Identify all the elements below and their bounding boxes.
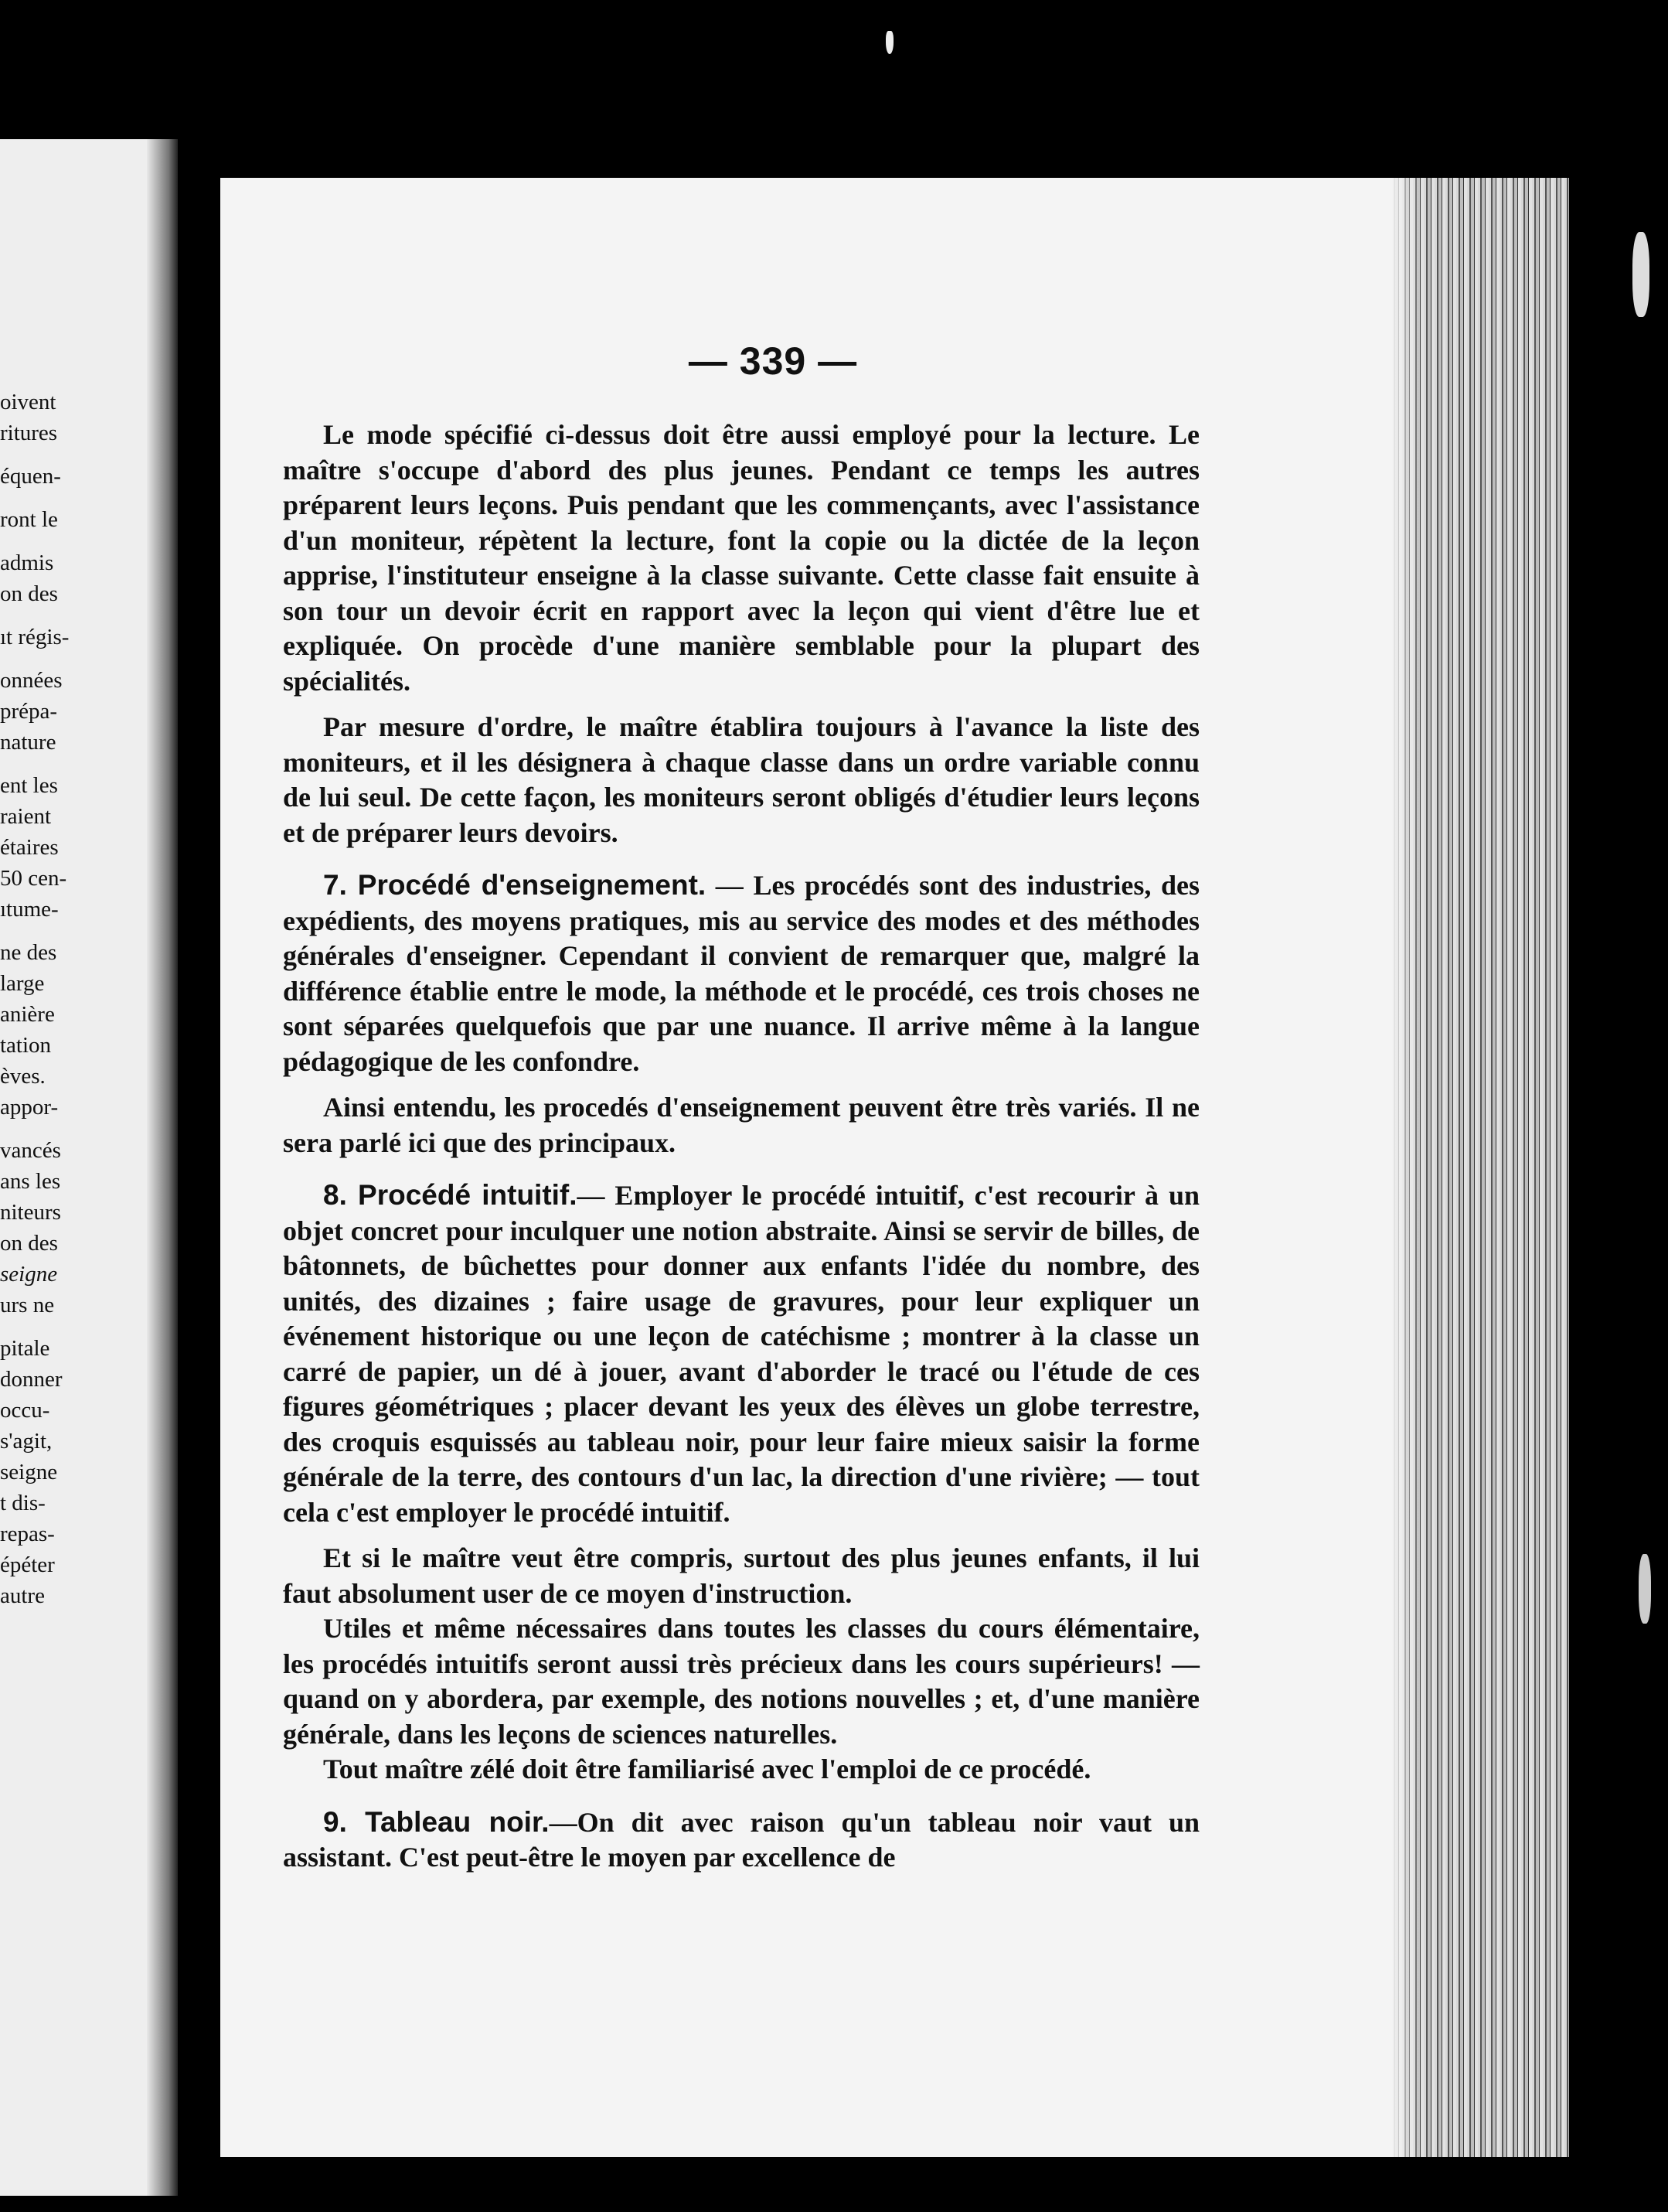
left-line: èves. — [0, 1064, 46, 1089]
left-line: niteurs — [0, 1200, 61, 1225]
left-page-text — [0, 387, 93, 1611]
left-line: ne des — [0, 940, 57, 965]
paragraph-text: Ainsi entendu, les procedés d'enseignement peuvent être très variés. Il ne sera parlé ici que des principaux. — [283, 1092, 1200, 1158]
paragraph-text: Et si le maître veut être compris, surtout des plus jeunes enfants, il lui faut absolument user de ce moyen d'instruction. — [283, 1542, 1200, 1609]
left-line: 50 cen- — [0, 866, 67, 891]
left-line: ront le — [0, 507, 58, 532]
film-speck — [1632, 232, 1649, 317]
book-gutter — [147, 139, 178, 2196]
left-line: pitale — [0, 1336, 50, 1361]
paragraph-text: — Employer le procédé intuitif, c'est recourir à un objet concret pour inculquer une notion abstraite. Ainsi se servir de billes, de bâtonnets, de bûchettes pour donner aux enfants l'idée du nombre, des unités, des dizaines ; faire usage de gravures, pour leur expliquer un événement historique ou une leçon de catéchisme ; montrer à la classe un carré de papier, un dé à jouer, avant d'aborder le tracé ou l'étude de ces figures géométriques ; placer devant les yeux des élèves un globe terrestre, des croquis esquissés au tableau noir, pour leur faire mieux saisir la forme générale de la terre, des contours d'un lac, la direction d'une rivière; — tout cela c'est employer le procédé intuitif. — [283, 1180, 1200, 1528]
left-line: raient — [0, 804, 52, 829]
left-line: donner — [0, 1367, 63, 1392]
paragraph — [283, 1752, 1200, 1788]
left-line: autre — [0, 1583, 45, 1608]
film-speck — [886, 31, 894, 54]
paragraph-text: Utiles et même nécessaires dans toutes les classes du cours élémentaire, les procédés intuitifs seront aussi très précieux dans les cours supérieurs! — quand on y abordera, par exemple, des notions nouvelles ; et, d'une manière générale, dans les leçons de sciences naturelles. — [283, 1613, 1200, 1750]
left-line: appor- — [0, 1095, 59, 1120]
left-line: épéter — [0, 1552, 55, 1577]
section-paragraph — [283, 867, 1200, 1079]
left-line: nature — [0, 730, 56, 755]
left-line: occu- — [0, 1398, 50, 1423]
section-paragraph — [283, 1805, 1200, 1876]
left-line: ritures — [0, 421, 58, 445]
left-line: t dis- — [0, 1491, 46, 1515]
left-line: oivent — [0, 390, 56, 414]
film-speck — [1639, 1554, 1651, 1624]
section-paragraph — [283, 1178, 1200, 1530]
left-line: ent les — [0, 773, 58, 798]
left-line: anière — [0, 1002, 55, 1027]
page-body — [283, 418, 1200, 1876]
left-line: repas- — [0, 1522, 55, 1546]
paragraph-text: —On dit avec raison qu'un tableau noir vaut un assistant. C'est peut-être le moyen par excellence de — [283, 1806, 1200, 1873]
left-line: ıt régis- — [0, 625, 70, 649]
left-line: s'agit, — [0, 1429, 53, 1454]
section-heading: 9. Tableau noir. — [323, 1805, 550, 1838]
left-line: prépa- — [0, 699, 58, 724]
left-line: équen- — [0, 464, 61, 489]
paragraph-text: Le mode spécifié ci-dessus doit être aussi employé pour la lecture. Le maître s'occupe d'abord des plus jeunes. Pendant ce temps les autres préparent leurs leçons. Puis pendant que les commençants, avec l'assistance d'un moniteur, répètent la lecture, font la copie ou la dictée de la leçon apprise, l'instituteur enseigne à la classe suivante. Cette classe fait ensuite à son tour un devoir écrit en rapport avec la leçon qui vient d'être lue et expliquée. On procède d'une manière semblable pour la plupart des spécialités. — [283, 419, 1200, 697]
paragraph-text: Tout maître zélé doit être familiarisé avec l'emploi de ce procédé. — [323, 1754, 1091, 1784]
paragraph-text: Par mesure d'ordre, le maître établira toujours à l'avance la liste des moniteurs, et il les désignera à chaque classe dans un ordre variable connu de lui seul. De cette façon, les moniteurs seront obligés d'étudier leurs leçons et de préparer leurs devoirs. — [283, 711, 1200, 848]
paragraph-text: — Les procédés sont des industries, des expédients, des moyens pratiques, mis au service des modes et des méthodes générales d'enseigner. Cependant il convient de remarquer que, malgré la différence établie entre le mode, la méthode et le procédé, ces trois choses ne sont séparées quelquefois que par une nuance. Il arrive même à la langue pédagogique de les confondre. — [283, 870, 1200, 1077]
left-line: seigne — [0, 1460, 58, 1484]
left-line: on des — [0, 1231, 58, 1256]
paragraph — [283, 1611, 1200, 1752]
left-line: large — [0, 971, 45, 996]
left-line: ans les — [0, 1169, 61, 1194]
left-line: onnées — [0, 668, 63, 693]
left-line: admis — [0, 550, 54, 575]
paragraph — [283, 1090, 1200, 1161]
left-line: étaires — [0, 835, 59, 860]
paragraph — [283, 1541, 1200, 1611]
left-line: tation — [0, 1033, 52, 1058]
left-line: ıtume- — [0, 897, 59, 922]
paragraph — [283, 418, 1200, 699]
left-line: on des — [0, 581, 58, 606]
section-heading: 7. Procédé d'enseignement. — [323, 869, 706, 901]
paragraph — [283, 710, 1200, 850]
section-heading: 8. Procédé intuitif. — [323, 1179, 577, 1211]
page-number: — 339 — — [688, 339, 858, 383]
left-line: seigne — [0, 1262, 58, 1287]
left-line: urs ne — [0, 1293, 55, 1317]
left-line: vancés — [0, 1138, 61, 1163]
page-edge-fade — [1391, 178, 1422, 2157]
